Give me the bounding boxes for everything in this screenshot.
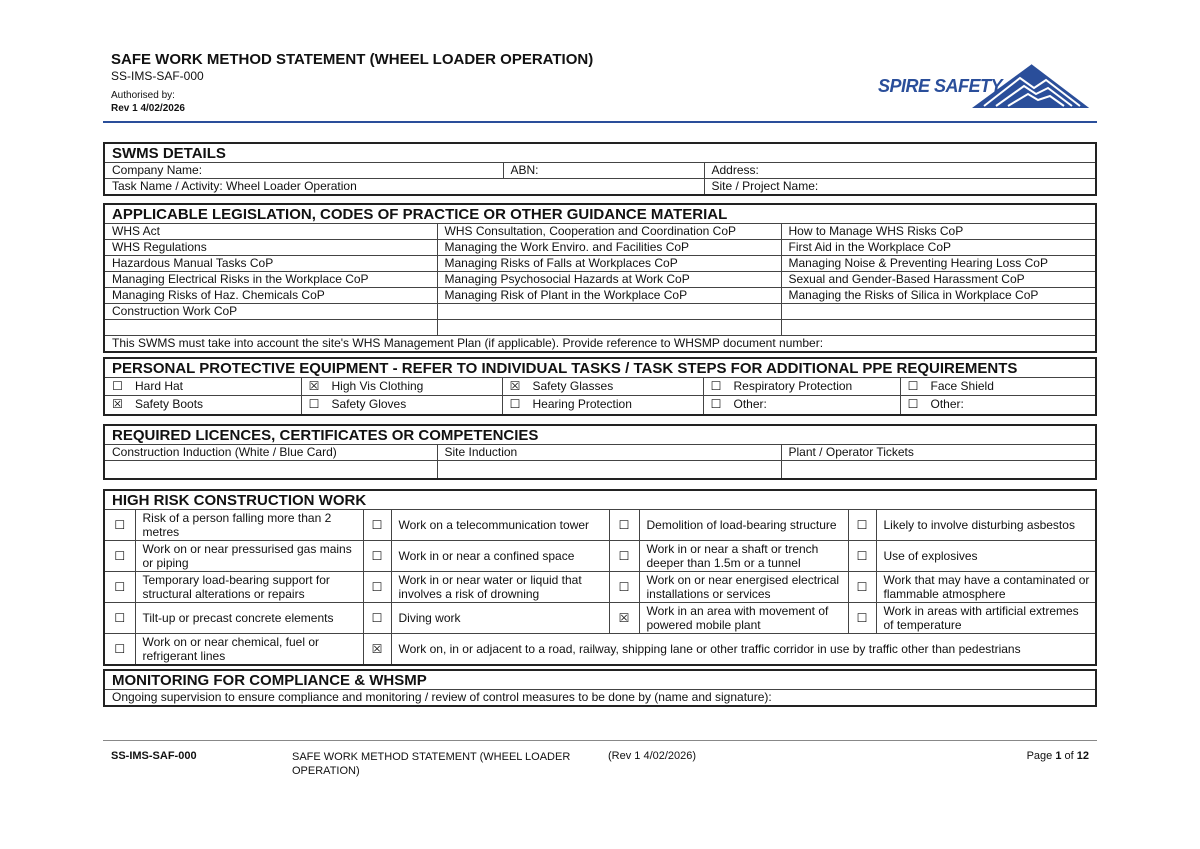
page-prefix: Page xyxy=(1026,750,1056,762)
monitoring-section xyxy=(103,669,1097,707)
high-risk-row xyxy=(105,634,1095,665)
ppe-option[interactable] xyxy=(301,396,502,414)
legislation-item xyxy=(437,304,781,320)
checkbox-icon[interactable]: ☒ xyxy=(308,379,320,393)
licences-section xyxy=(103,424,1097,480)
checkbox-icon[interactable]: ☐ xyxy=(105,510,135,541)
checkbox-icon[interactable]: ☐ xyxy=(609,572,639,603)
ppe-label: Hearing Protection xyxy=(532,397,632,412)
site-induction-field[interactable] xyxy=(437,461,781,478)
high-risk-item: Work in or near water or liquid that involves a risk of drowning xyxy=(391,572,609,603)
ppe-option[interactable] xyxy=(105,396,301,414)
checkbox-icon[interactable]: ☒ xyxy=(609,603,639,634)
ppe-option[interactable] xyxy=(502,378,703,396)
ppe-label: Safety Boots xyxy=(135,397,204,412)
checkbox-icon[interactable]: ☐ xyxy=(907,379,919,393)
high-risk-item: Risk of a person falling more than 2 metres xyxy=(135,510,363,541)
ppe-option[interactable] xyxy=(502,396,703,414)
ppe-row xyxy=(105,378,1095,396)
high-risk-item: Likely to involve disturbing asbestos xyxy=(876,510,1095,541)
checkbox-icon[interactable]: ☐ xyxy=(710,397,722,412)
ppe-option[interactable] xyxy=(105,378,301,396)
checkbox-icon[interactable]: ☐ xyxy=(363,572,391,603)
legislation-item: Hazardous Manual Tasks CoP xyxy=(105,256,437,272)
legislation-row xyxy=(105,272,1095,288)
legislation-item: Sexual and Gender-Based Harassment CoP xyxy=(781,272,1095,288)
task-name-field[interactable]: Task Name / Activity: Wheel Loader Operation xyxy=(105,179,704,195)
legislation-item xyxy=(105,320,437,336)
checkbox-icon[interactable]: ☐ xyxy=(105,572,135,603)
authorised-by-label: Authorised by: xyxy=(111,90,175,101)
ppe-option[interactable] xyxy=(301,378,502,396)
legislation-row xyxy=(105,304,1095,320)
checkbox-icon[interactable]: ☐ xyxy=(363,603,391,634)
ppe-label: Safety Glasses xyxy=(532,379,614,393)
legislation-item: WHS Act xyxy=(105,224,437,240)
legislation-item: Managing Electrical Risks in the Workplace CoP xyxy=(105,272,437,288)
monitoring-field[interactable]: Ongoing supervision to ensure compliance and monitoring / review of control measures to be done by (name and signature): xyxy=(105,690,1095,706)
high-risk-item: Work on or near energised electrical installations or services xyxy=(639,572,848,603)
company-logo xyxy=(876,62,1096,112)
ppe-label: Safety Gloves xyxy=(331,397,407,412)
legislation-item xyxy=(781,304,1095,320)
section-title: APPLICABLE LEGISLATION, CODES OF PRACTICE OR OTHER GUIDANCE MATERIAL xyxy=(112,206,728,223)
revision-label: Rev 1 4/02/2026 xyxy=(111,103,185,114)
high-risk-row xyxy=(105,510,1095,541)
legislation-row xyxy=(105,240,1095,256)
legislation-item: First Aid in the Workplace CoP xyxy=(781,240,1095,256)
legislation-item: Managing the Work Enviro. and Facilities CoP xyxy=(437,240,781,256)
checkbox-icon[interactable]: ☐ xyxy=(363,510,391,541)
checkbox-icon[interactable]: ☐ xyxy=(509,397,521,412)
high-risk-row xyxy=(105,572,1095,603)
ppe-label: Other: xyxy=(930,397,964,412)
high-risk-item: Work in areas with artificial extremes of temperature xyxy=(876,603,1095,634)
legislation-row xyxy=(105,224,1095,240)
ppe-label: Other: xyxy=(733,397,767,412)
legislation-row xyxy=(105,320,1095,336)
footer-divider xyxy=(103,740,1097,741)
ppe-option[interactable] xyxy=(703,396,900,414)
document-code: SS-IMS-SAF-000 xyxy=(111,69,204,83)
checkbox-icon[interactable]: ☐ xyxy=(848,510,876,541)
footer-document-title: SAFE WORK METHOD STATEMENT (WHEEL LOADER OPERATION) xyxy=(292,751,571,777)
checkbox-icon[interactable]: ☒ xyxy=(363,634,391,665)
total-pages: 12 xyxy=(1076,750,1089,762)
high-risk-item: Work in an area with movement of powered mobile plant xyxy=(639,603,848,634)
high-risk-item: Work on or near chemical, fuel or refrigerant lines xyxy=(135,634,363,665)
current-page: 1 xyxy=(1055,750,1062,762)
address-field[interactable]: Address: xyxy=(704,163,1095,179)
high-risk-item: Work on, in or adjacent to a road, railway, shipping lane or other traffic corridor in use by traffic other than pedestrians xyxy=(391,634,1095,665)
plant-operator-tickets-header: Plant / Operator Tickets xyxy=(781,445,1095,461)
abn-field[interactable]: ABN: xyxy=(503,163,704,179)
checkbox-icon[interactable]: ☐ xyxy=(609,541,639,572)
high-risk-item: Demolition of load-bearing structure xyxy=(639,510,848,541)
whsmp-reference-field[interactable]: This SWMS must take into account the site's WHS Management Plan (if applicable). Provide reference to WHSMP document number: xyxy=(105,336,1095,352)
legislation-item: Managing Psychosocial Hazards at Work CoP xyxy=(437,272,781,288)
legislation-item: How to Manage WHS Risks CoP xyxy=(781,224,1095,240)
footer-revision: (Rev 1 4/02/2026) xyxy=(608,750,697,762)
site-induction-header: Site Induction xyxy=(437,445,781,461)
ppe-label: Face Shield xyxy=(930,379,994,393)
section-title: PERSONAL PROTECTIVE EQUIPMENT - REFER TO INDIVIDUAL TASKS / TASK STEPS FOR ADDITIONAL PPE REQUIREMENTS xyxy=(112,360,1018,377)
checkbox-icon[interactable]: ☐ xyxy=(609,510,639,541)
checkbox-icon[interactable]: ☐ xyxy=(105,603,135,634)
checkbox-icon[interactable]: ☐ xyxy=(105,634,135,665)
whsmp-note-row xyxy=(105,336,1095,352)
legislation-item: Managing Risk of Plant in the Workplace CoP xyxy=(437,288,781,304)
legislation-item: Managing the Risks of Silica in Workplace CoP xyxy=(781,288,1095,304)
footer-document-code: SS-IMS-SAF-000 xyxy=(111,750,197,762)
plant-operator-tickets-field[interactable] xyxy=(781,461,1095,478)
checkbox-icon[interactable]: ☐ xyxy=(710,379,722,393)
ppe-label: High Vis Clothing xyxy=(331,379,424,393)
high-risk-row xyxy=(105,603,1095,634)
high-risk-item: Work on or near pressurised gas mains or piping xyxy=(135,541,363,572)
ppe-label: Respiratory Protection xyxy=(733,379,853,393)
ppe-section xyxy=(103,357,1097,416)
high-risk-item: Tilt-up or precast concrete elements xyxy=(135,603,363,634)
company-name-field[interactable]: Company Name: xyxy=(105,163,503,179)
swms-details-section xyxy=(103,142,1097,196)
legislation-item: WHS Regulations xyxy=(105,240,437,256)
high-risk-item: Work in or near a shaft or trench deeper than 1.5m or a tunnel xyxy=(639,541,848,572)
high-risk-item: Diving work xyxy=(391,603,609,634)
legislation-item: Managing Risks of Falls at Workplaces CoP xyxy=(437,256,781,272)
checkbox-icon[interactable]: ☒ xyxy=(509,379,521,393)
legislation-item: WHS Consultation, Cooperation and Coordination CoP xyxy=(437,224,781,240)
header-divider xyxy=(103,121,1097,123)
high-risk-item: Work on a telecommunication tower xyxy=(391,510,609,541)
ppe-label: Hard Hat xyxy=(135,379,184,393)
page-number xyxy=(1027,750,1089,762)
checkbox-icon[interactable]: ☐ xyxy=(848,603,876,634)
section-title: REQUIRED LICENCES, CERTIFICATES OR COMPETENCIES xyxy=(105,426,1095,445)
legislation-row xyxy=(105,288,1095,304)
construction-induction-field[interactable] xyxy=(105,461,437,478)
legislation-item xyxy=(437,320,781,336)
checkbox-icon[interactable]: ☐ xyxy=(363,541,391,572)
high-risk-work-section xyxy=(103,489,1097,666)
high-risk-item: Use of explosives xyxy=(876,541,1095,572)
page-of: of xyxy=(1061,750,1077,762)
legislation-section xyxy=(103,203,1097,353)
high-risk-item: Temporary load-bearing support for structural alterations or repairs xyxy=(135,572,363,603)
legislation-row xyxy=(105,256,1095,272)
mountain-logo-icon xyxy=(972,62,1092,112)
high-risk-item: Work in or near a confined space xyxy=(391,541,609,572)
section-title: HIGH RISK CONSTRUCTION WORK xyxy=(112,492,367,509)
section-title: MONITORING FOR COMPLIANCE & WHSMP xyxy=(105,671,1095,690)
document-title: SAFE WORK METHOD STATEMENT (WHEEL LOADER OPERATION) xyxy=(111,51,594,68)
logo-wordmark: SPIRE SAFETY xyxy=(878,76,1003,96)
checkbox-icon[interactable]: ☐ xyxy=(112,379,123,393)
construction-induction-header: Construction Induction (White / Blue Card) xyxy=(105,445,437,461)
site-project-field[interactable]: Site / Project Name: xyxy=(704,179,1095,195)
ppe-option[interactable] xyxy=(703,378,900,396)
checkbox-icon[interactable]: ☐ xyxy=(907,397,919,412)
checkbox-icon[interactable]: ☒ xyxy=(112,397,123,412)
checkbox-icon[interactable]: ☐ xyxy=(105,541,135,572)
legislation-item xyxy=(781,320,1095,336)
legislation-item: Managing Noise & Preventing Hearing Loss CoP xyxy=(781,256,1095,272)
legislation-item: Managing Risks of Haz. Chemicals CoP xyxy=(105,288,437,304)
section-title: SWMS DETAILS xyxy=(105,144,1095,163)
ppe-row xyxy=(105,396,1095,414)
high-risk-item: Work that may have a contaminated or flammable atmosphere xyxy=(876,572,1095,603)
high-risk-row xyxy=(105,541,1095,572)
checkbox-icon[interactable]: ☐ xyxy=(848,541,876,572)
ppe-option[interactable] xyxy=(900,378,1095,396)
checkbox-icon[interactable]: ☐ xyxy=(308,397,320,412)
legislation-item: Construction Work CoP xyxy=(105,304,437,320)
checkbox-icon[interactable]: ☐ xyxy=(848,572,876,603)
ppe-option[interactable] xyxy=(900,396,1095,414)
